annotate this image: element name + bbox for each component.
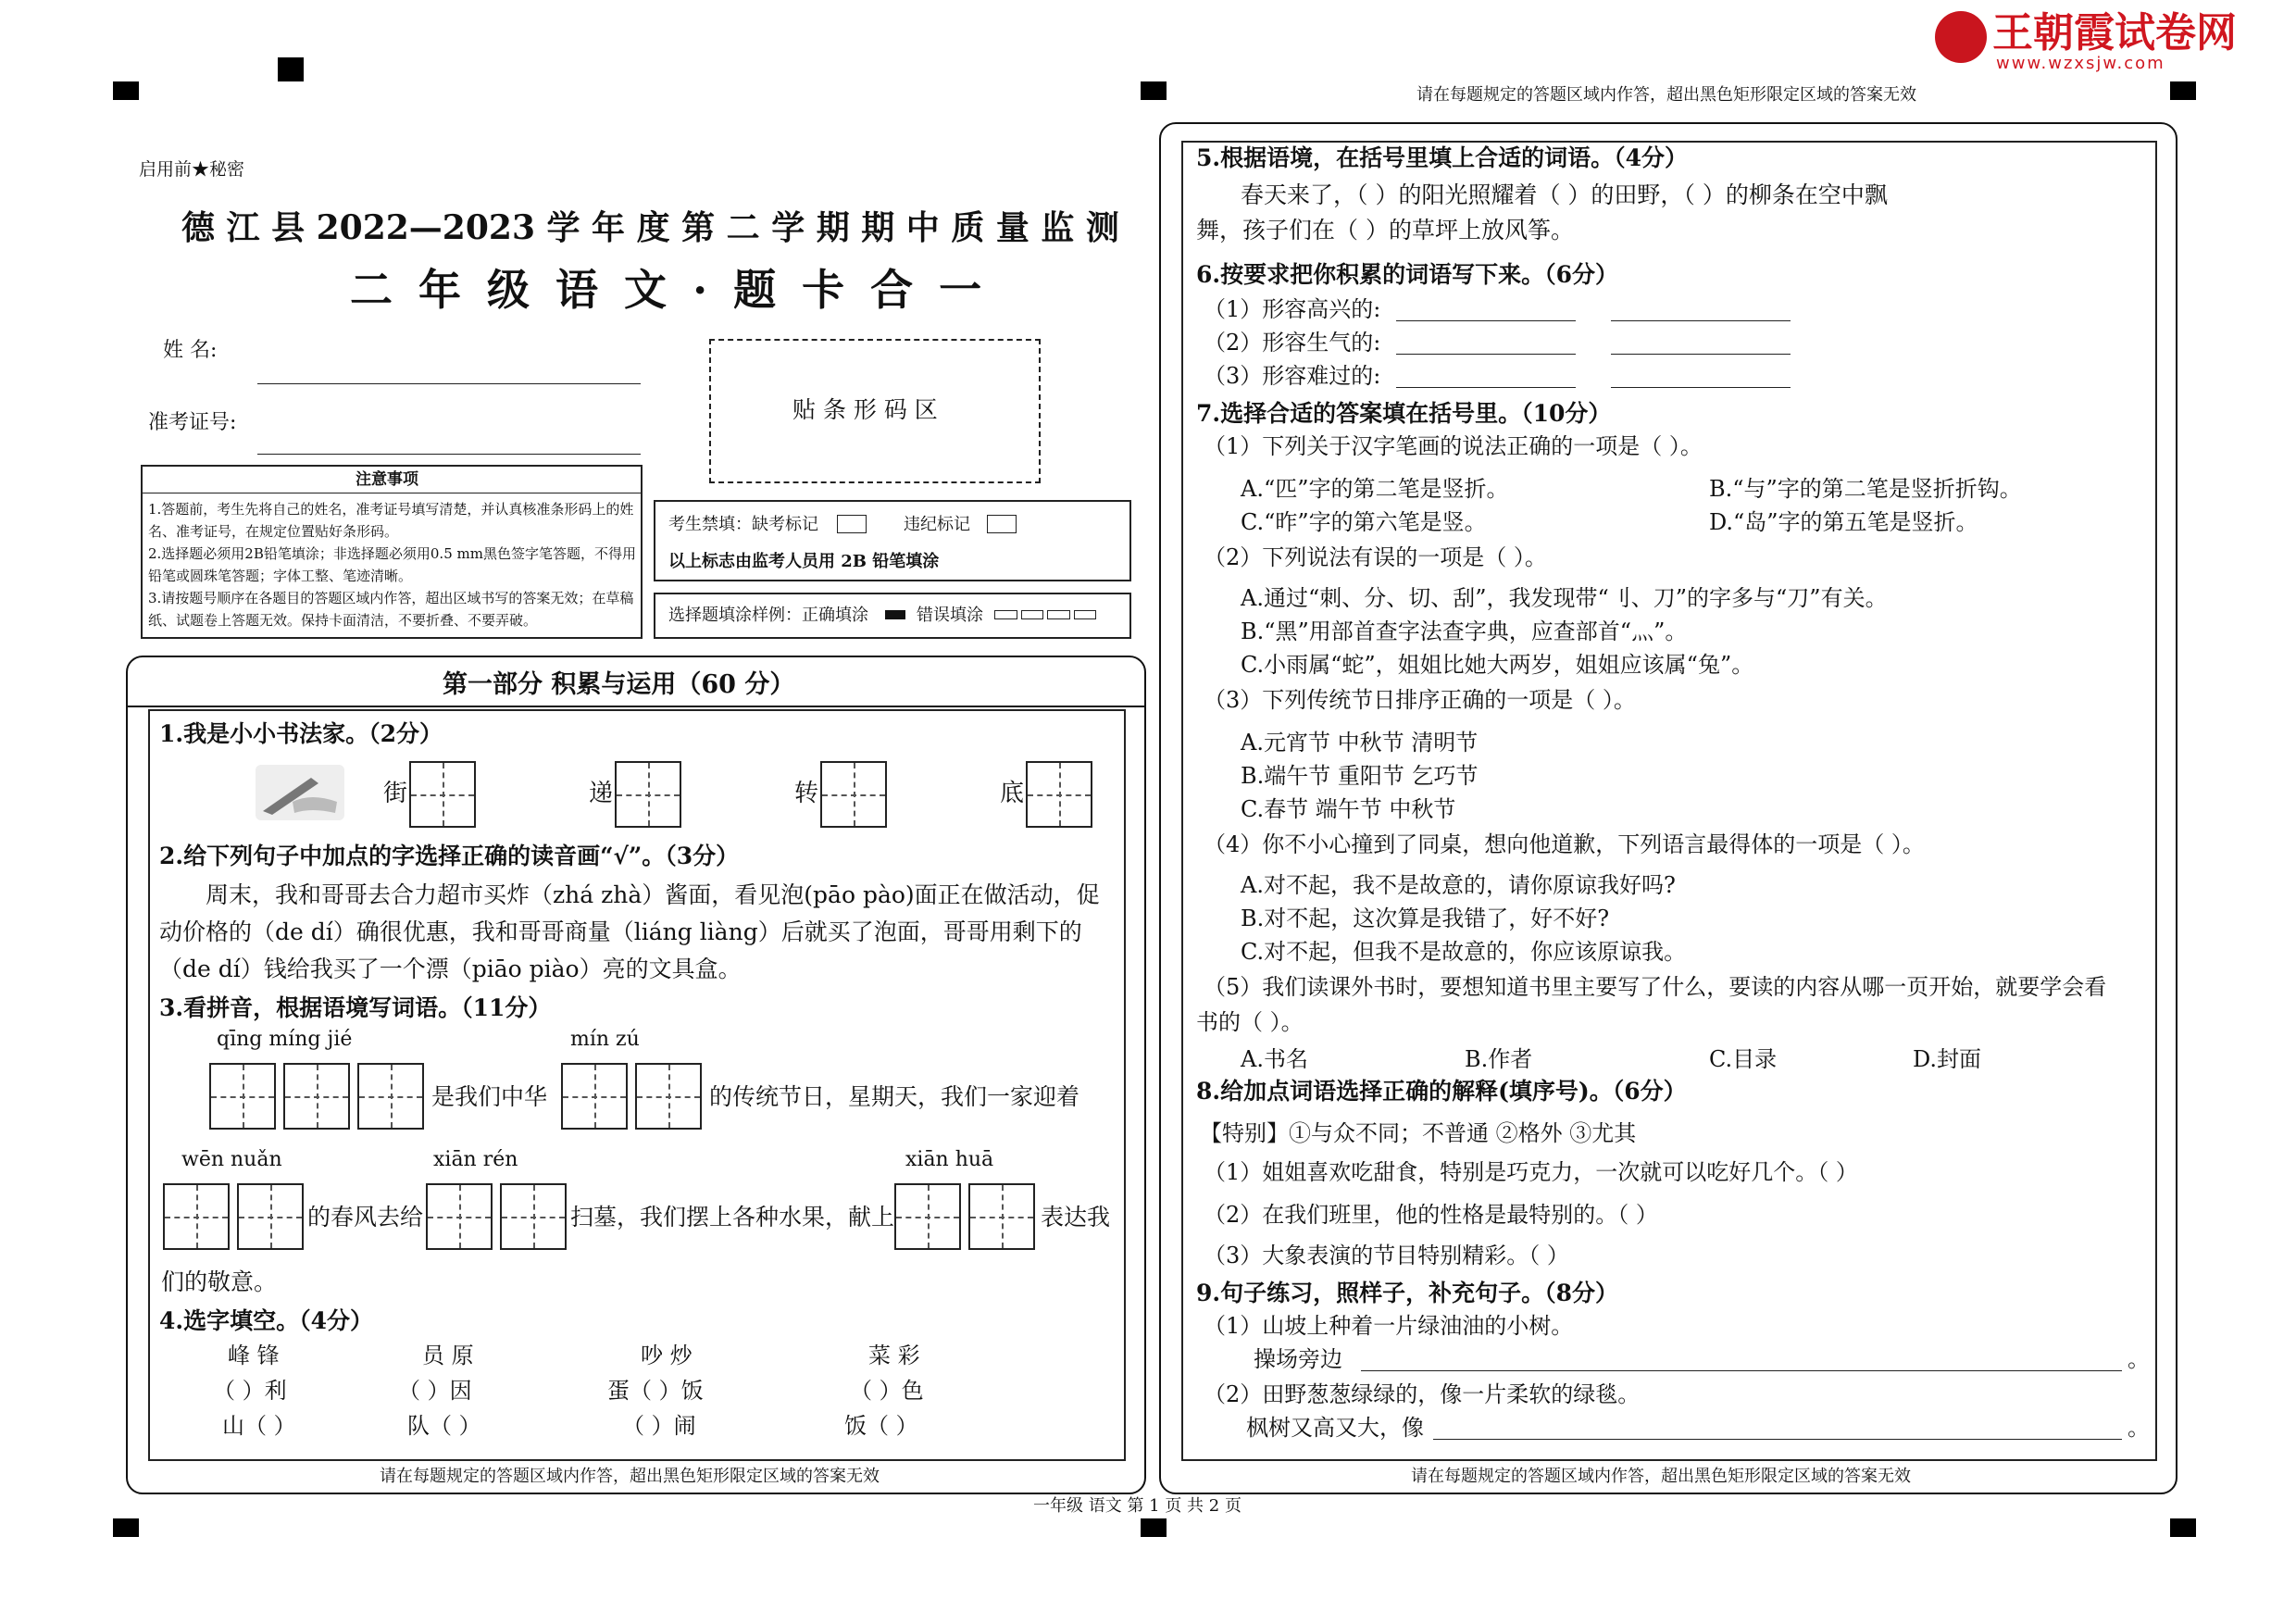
q6-title: 6.按要求把你积累的词语写下来。（6分） [1196,261,1618,288]
q9-answer-line[interactable] [1433,1439,2122,1440]
q6-answer-line[interactable] [1396,354,1576,355]
q4-blank: 饭（ ） [844,1413,918,1439]
notice-item: 2.选择题必须用2B铅笔填涂；非选择题必须用0.5 mm黑色签字笔答题，不得用铅笔或圆珠笔答题；字体工整、笔迹清晰。 [148,545,636,584]
q5-line: 舞，孩子们在（ ）的草坪上放风筝。 [1196,217,1574,244]
q3-grid[interactable] [163,1183,230,1250]
name-field[interactable] [257,383,641,384]
registration-mark [278,57,304,81]
q6-item: （2）形容生气的: [1204,330,1381,356]
registration-mark [1141,1518,1167,1537]
violation-label: 违纪标记 [904,515,970,534]
q7-option: B.端午节 重阳节 乞巧节 [1241,763,1479,789]
right-area-notice: 请在每题规定的答题区域内作答，超出黑色矩形限定区域的答案无效 [1411,1467,1911,1486]
correct-fill-sample [885,610,905,619]
q9-answer-line[interactable] [1361,1370,2122,1371]
q4-pair: 菜 彩 [868,1343,920,1368]
q3-title: 3.看拼音，根据语境写词语。（11分） [159,994,552,1021]
q1-writing-grid[interactable] [615,761,681,828]
violation-checkbox[interactable] [987,515,1017,533]
q3-grid[interactable] [894,1183,961,1250]
q3-text: 的春风去给 [307,1204,424,1230]
q7-option: C.“昨”字的第六笔是竖。 [1241,509,1487,535]
notice-item: 1.答题前，考生先将自己的姓名，准考证号填写清楚，并认真核准条形码上的姓名、准考证号，在规定位置贴好条形码。 [148,501,634,540]
q9-prompt: 枫树又高又大，像 [1246,1415,1424,1441]
q3-pinyin: xiān rén [433,1148,518,1171]
q2-title: 2.给下列句子中加点的字选择正确的读音画“√”。（3分） [159,843,740,869]
q7-option: C.小雨属“蛇”，姐姐比她大两岁，姐姐应该属“兔”。 [1241,652,1754,678]
q3-pinyin: wēn nuǎn [181,1148,282,1171]
q1-char: 底 [1000,780,1025,807]
q3-grid[interactable] [209,1063,276,1130]
left-area-notice: 请在每题规定的答题区域内作答，超出黑色矩形限定区域的答案无效 [380,1467,880,1486]
q8-item: （1）姐姐喜欢吃甜食，特别是巧克力，一次就可以吃好几个。（ ） [1204,1159,1858,1185]
q3-text: 表达我 [1041,1204,1111,1230]
page-footer: 一年级 语文 第 1 页 共 2 页 [1033,1496,1242,1516]
name-label: 姓 名: [163,339,218,362]
q3-text: 的传统节日，星期天，我们一家迎着 [709,1083,1080,1110]
q9-example: （2）田野葱葱绿绿的，像一片柔软的绿毯。 [1204,1381,1641,1407]
q6-answer-line[interactable] [1611,320,1791,321]
q3-grid[interactable] [426,1183,493,1250]
q7-sub: （4）你不小心撞到了同桌，想向他道歉，下列语言最得体的一项是（ ）。 [1204,831,1925,857]
q7-option: B.“黑”用部首查字法查字典，应查部首“灬”。 [1241,618,1688,644]
q4-title: 4.选字填空。（4分） [159,1307,373,1334]
brand-name: 王朝霞试卷网 [1992,9,2237,56]
exam-title: 德 江 县 2022—2023 学 年 度 第 二 学 期 期 中 质 量 监 测 [181,208,1119,247]
filler-note: 以上标志由监考人员用 2B 铅笔填涂 [668,552,940,571]
q7-option: B.对不起，这次算是我错了，好不好? [1241,906,1610,931]
q7-option: A.“匹”字的第二笔是竖折。 [1241,476,1509,502]
q7-option: D.封面 [1913,1046,1982,1072]
brand-url: www.wzxsjw.com [1996,54,2165,73]
notice-title: 注意事项 [356,470,418,489]
q3-pinyin: xiān huā [905,1148,994,1171]
q2-line: （de dí）钱给我买了一个漂（piāo piào）亮的文具盒。 [159,956,742,982]
q7-sub: （5）我们读课外书时，要想知道书里主要写了什么，要读的内容从哪一页开始，就要学会看 [1204,974,2107,1000]
q4-pair: 吵 炒 [641,1343,693,1368]
q7-option: A.元宵节 中秋节 清明节 [1241,730,1479,756]
q2-line: 周末，我和哥哥去合力超市买炸（zhá zhà）酱面，看见泡(pāo pào)面正在做活动，促 [206,881,1100,908]
q9-title: 9.句子练习，照样子，补充句子。（8分） [1196,1280,1618,1306]
q7-option: B.作者 [1465,1046,1533,1072]
q1-char: 转 [794,780,819,807]
pen-hand-icon [256,765,344,820]
q5-title: 5.根据语境，在括号里填上合适的词语。（4分） [1196,144,1688,171]
q3-pinyin: qīng míng jié [217,1028,353,1051]
q3-grid[interactable] [635,1063,702,1130]
q3-grid[interactable] [283,1063,350,1130]
q7-option: C.春节 端午节 中秋节 [1241,796,1456,822]
q4-blank: （ ）因 [398,1378,472,1404]
q6-answer-line[interactable] [1611,387,1791,388]
q3-grid[interactable] [968,1183,1035,1250]
q4-blank: 山（ ） [222,1413,296,1439]
barcode-label: 贴 条 形 码 区 [792,396,938,423]
wrong-fill-samples [994,610,1096,619]
q6-answer-line[interactable] [1396,320,1576,321]
q3-text: 扫墓，我们摆上各种水果，献上 [570,1204,895,1230]
q6-item: （3）形容难过的: [1204,363,1381,389]
q1-char: 递 [589,780,614,807]
registration-mark [1141,81,1167,100]
q1-char: 街 [383,780,408,807]
q3-text: 们的敬意。 [161,1268,278,1295]
q3-grid[interactable] [561,1063,628,1130]
q5-line: 春天来了，（ ）的阳光照耀着（ ）的田野，（ ）的柳条在空中飘 [1241,181,1888,208]
q7-option: A.通过“刺、分、切、刮”，我发现带“刂、刀”的字多与“刀”有关。 [1241,585,1888,611]
q1-title: 1.我是小小书法家。（2分） [159,720,443,747]
q1-writing-grid[interactable] [1026,761,1092,828]
absent-label: 考生禁填：缺考标记 [668,515,818,534]
q7-option: A.书名 [1241,1046,1308,1072]
secret-label: 启用前★秘密 [139,159,245,180]
q4-pair: 员 原 [422,1343,474,1368]
q6-answer-line[interactable] [1611,354,1791,355]
q9-prompt: 操场旁边 [1254,1346,1342,1372]
q8-item: （2）在我们班里，他的性格是最特别的。（ ） [1204,1202,1658,1228]
registration-mark [113,81,139,100]
registration-mark [2170,1518,2196,1537]
absent-checkbox[interactable] [837,515,867,533]
q7-sub: （1）下列关于汉字笔画的说法正确的一项是（ ）。 [1204,433,1703,459]
q1-writing-grid[interactable] [820,761,887,828]
q3-grid[interactable] [500,1183,567,1250]
q7-option: C.目录 [1709,1046,1778,1072]
q6-answer-line[interactable] [1396,387,1576,388]
q1-writing-grid[interactable] [409,761,476,828]
q7-option: D.“岛”字的第五笔是竖折。 [1709,509,1978,535]
q4-blank: （ ）色 [850,1378,924,1404]
registration-mark [2170,81,2196,100]
q4-pair: 峰 锋 [228,1343,280,1368]
q9-period: 。 [2128,1415,2150,1441]
q7-sub: （2）下列说法有误的一项是（ ）。 [1204,544,1547,570]
q7-option: A.对不起，我不是故意的，请你原谅我好吗? [1241,872,1676,898]
q8-meanings: 【特别】①与众不同；不普通 ②格外 ③尤其 [1200,1120,1637,1146]
q3-grid[interactable] [237,1183,304,1250]
q3-pinyin: mín zú [570,1028,640,1051]
q9-example: （1）山坡上种着一片绿油油的小树。 [1204,1313,1574,1339]
q7-title: 7.选择合适的答案填在括号里。（10分） [1196,400,1612,427]
exam-id-label: 准考证号: [148,411,237,434]
top-area-notice: 请在每题规定的答题区域内作答，超出黑色矩形限定区域的答案无效 [1416,85,1916,105]
registration-mark [113,1518,139,1537]
q9-period: 。 [2128,1346,2150,1372]
wrong-sample-label: 错误填涂 [917,606,983,625]
brand-logo-icon [1935,11,1987,63]
exam-subtitle: 二 年 级 语 文 · 题 卡 合 一 [350,265,988,315]
exam-id-field[interactable] [257,454,641,455]
q4-blank: 蛋（ ）饭 [607,1378,704,1404]
q2-line: 动价格的（de dí）确很优惠，我和哥哥商量（liáng liàng）后就买了泡面，哥哥用剩下的 [159,918,1082,945]
q4-blank: （ ）利 [213,1378,287,1404]
q3-text: 是我们中华 [431,1083,548,1110]
q3-grid[interactable] [357,1063,424,1130]
part1-title: 第一部分 积累与运用（60 分） [443,670,795,699]
q7-sub: （3）下列传统节日排序正确的一项是（ ）。 [1204,687,1636,713]
q7-sub: 书的（ ）。 [1196,1009,1304,1035]
q7-option: B.“与”字的第二笔是竖折折钩。 [1709,476,2022,502]
q4-blank: （ ）闹 [622,1413,696,1439]
q7-option: C.对不起，但我不是故意的，你应该原谅我。 [1241,939,1687,965]
q8-item: （3）大象表演的节目特别精彩。（ ） [1204,1243,1569,1268]
notice-item: 3.请按题号顺序在各题目的答题区域内作答，超出区域书写的答案无效；在草稿纸、试题卷上答题无效。保持卡面清洁，不要折叠、不要弄破。 [148,590,634,629]
q4-blank: 队（ ） [407,1413,481,1439]
sample-label: 选择题填涂样例：正确填涂 [668,606,868,625]
q6-item: （1）形容高兴的: [1204,296,1381,322]
q8-title: 8.给加点词语选择正确的解释(填序号)。（6分） [1196,1078,1687,1105]
